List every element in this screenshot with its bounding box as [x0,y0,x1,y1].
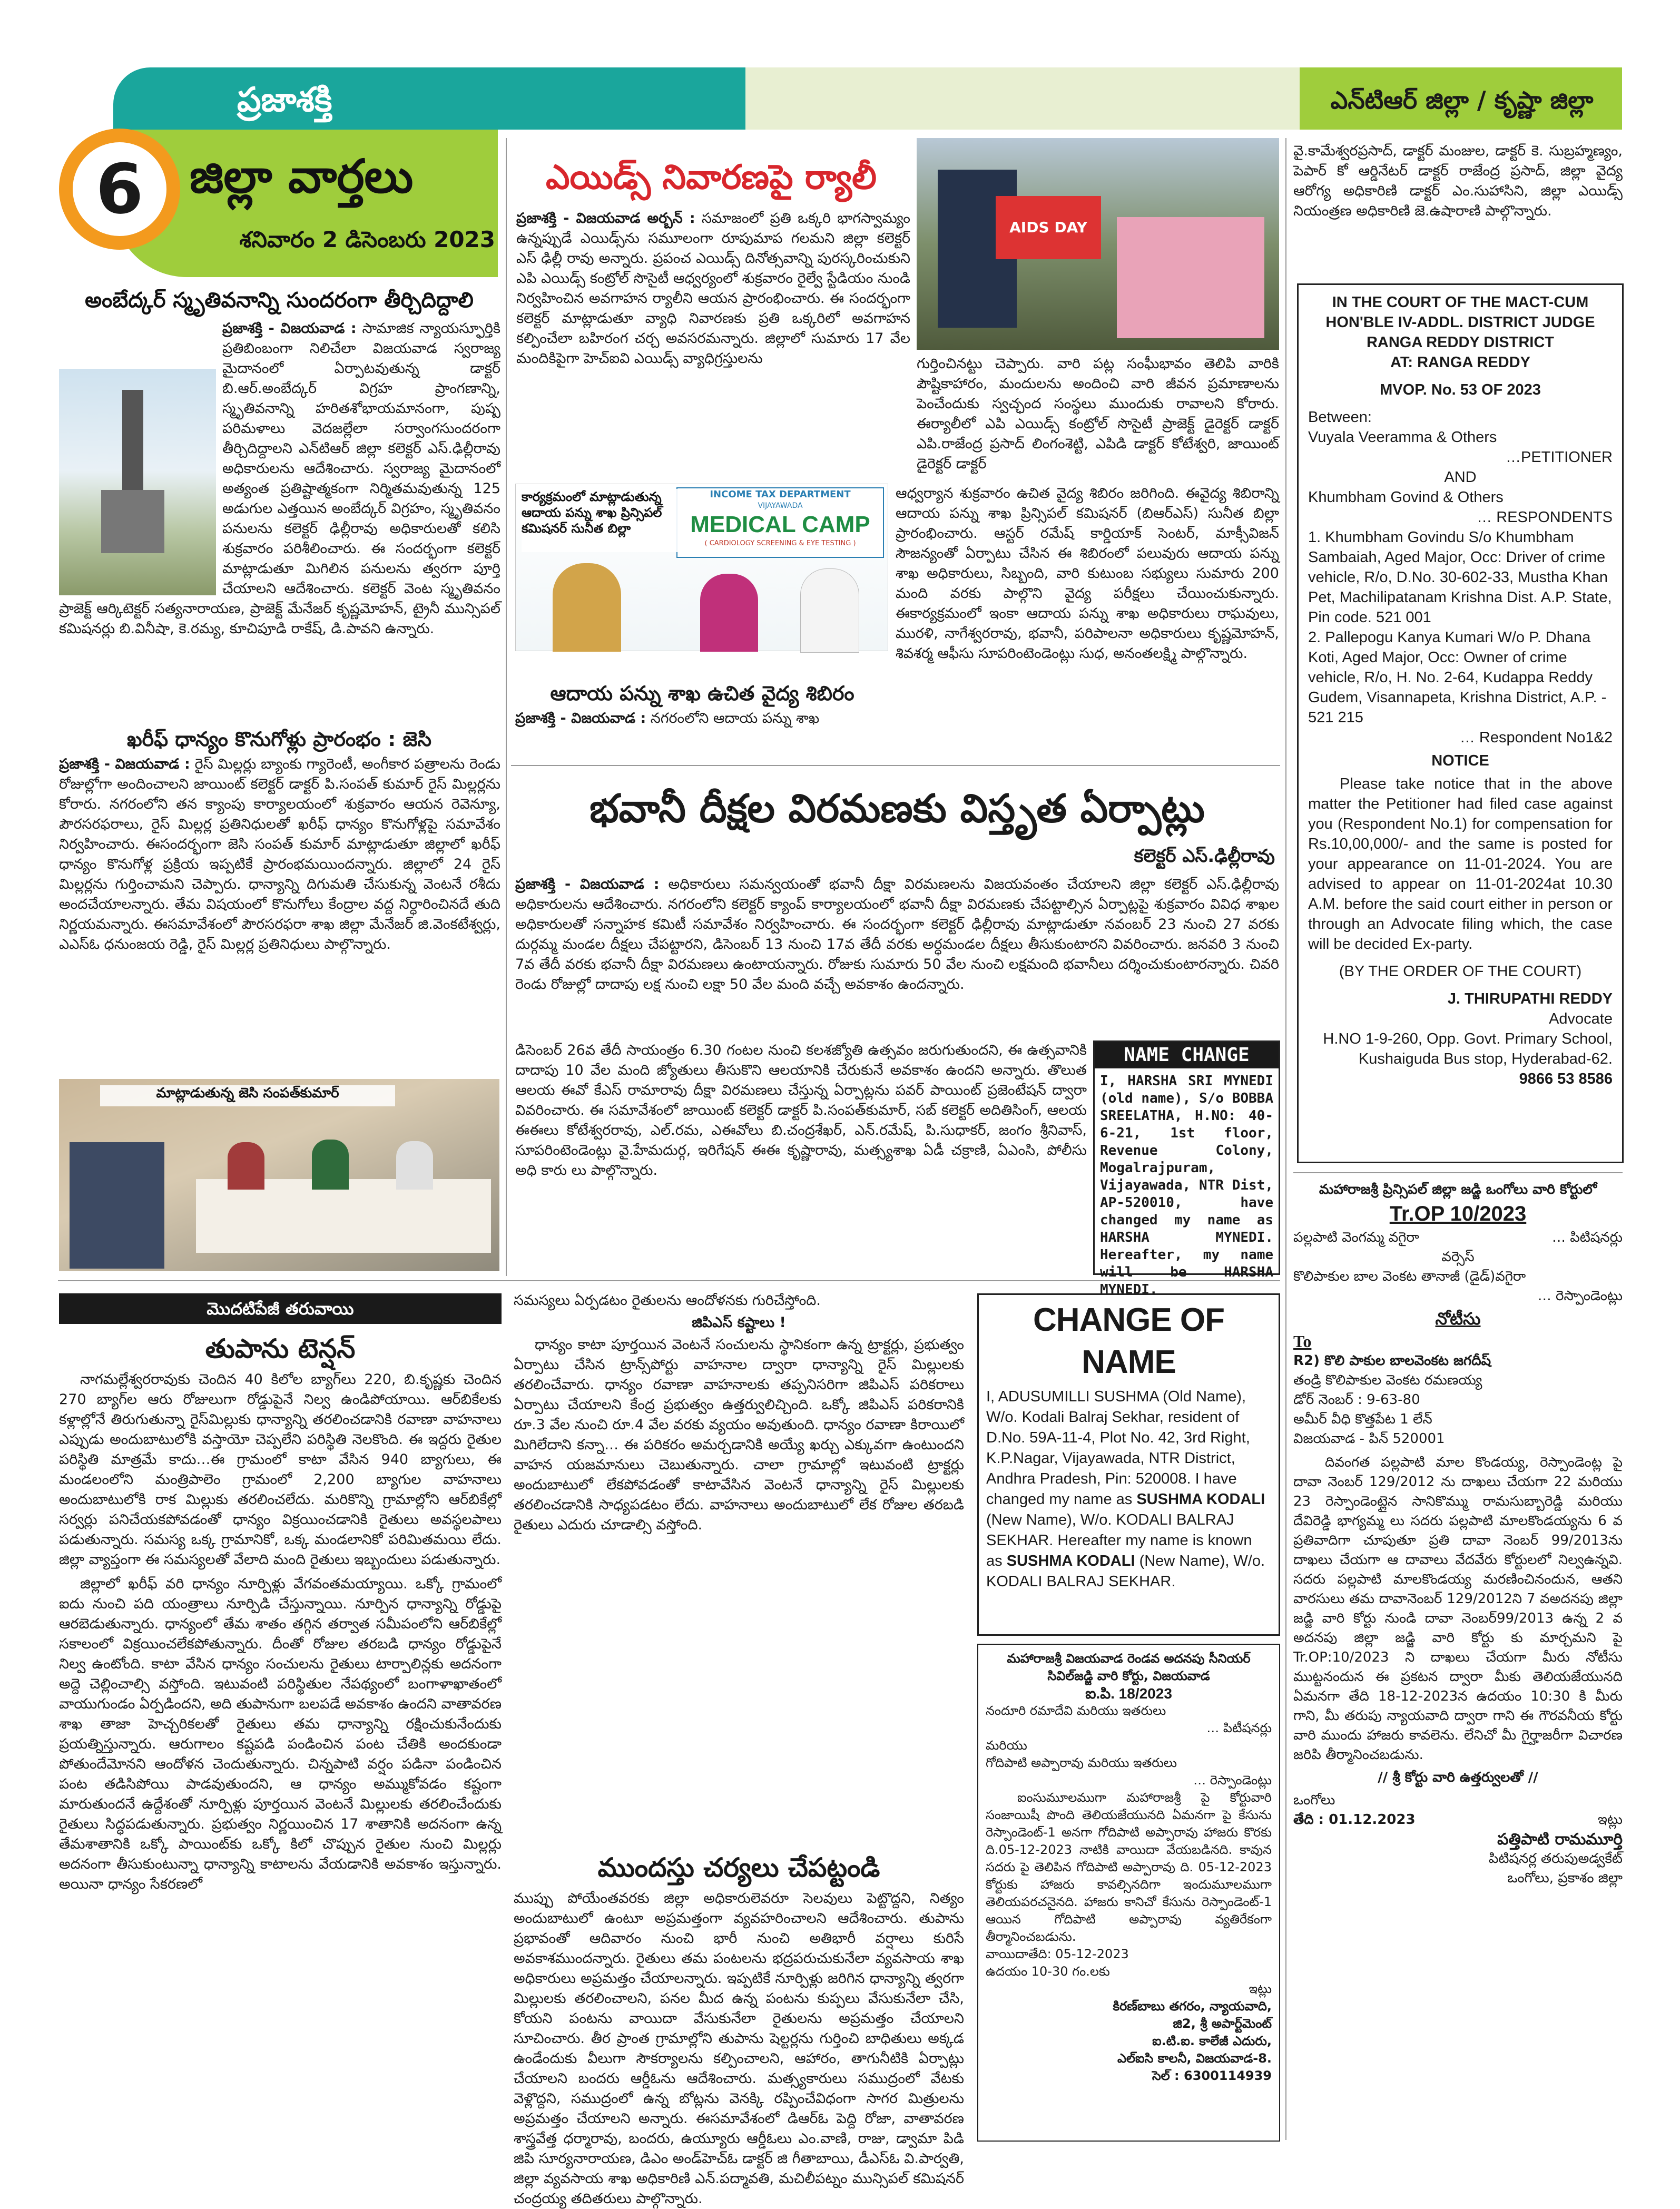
rally-photo [917,138,1279,350]
mact-heading-2: HON'BLE IV-ADDL. DISTRICT JUDGE [1325,314,1595,331]
ambedkar-text: సామాజిక న్యాయస్ఫూర్తికి ప్రతిబింబంగా నిలిచేలా విజయవాడ స్వరాజ్య మైదానంలో ఏర్పాటవుతున్న డాక్టర్ బి.ఆర్.అంబేద్కర్ విగ్రహ ప్రాంగణాన్ని, స్మృతివనాన్ని హరితశోభాయమానంగా, పుష్ప పరిమళాలు వెదజల్లేలా సర్వాంగసుందరంగా తీర్చిదిద్దాలని ఎన్‌టిఆర్ జిల్లా కలెక్టర్ ఎస్.ఢిల్లీరావు అధికారులను ఆదేశించారు. స్వరాజ్య మైదానంలో అత్యంత ప్రతిష్టాత్మకంగా నిర్మితమవుతున్న 125 అడుగుల ఎత్తయిన అంబేద్కర్ విగ్రహం, స్మృతివనం పనులను కలెక్టర్ ఢిల్లీరావు అధికారులతో కలిసి శుక్రవారం పరిశీలించారు. ఈ సందర్భంగా కలెక్టర్ మాట్లాడుతూ మిగిలిన పనులను త్వరగా పూర్తి చేయాలని ఆదేశించారు. కలెక్టర్ వెంట స్మృతివనం ప్రాజెక్ట్ ఆర్కిటెక్టర్ సత్యనారాయణ, ప్రాజెక్ట్ మేనేజర్ కృష్ణమోహన్, ట్రైనీ మున్సిపల్ కమిషనర్లు బి.వినీషా, కె.రమ్య, కూచిపూడి రాకేష్, డి.పావని ఉన్నారు. [59,320,501,637]
ongole-body: దివంగత పల్లపాటి మాల కొండయ్య, రెస్పాండెంట్ల పై దావా నెంబర్ 129/2012 ను దాఖలు చేయగా 22 మరియు 23 రెస్పాండెంట్లైన సానికొమ్ము రామసుబ్బారెడ్డి మరియు దేవిరెడ్డి భాగ్యమ్మ లు సదరు పల్లపాటి మాలకొండయ్యను 6 వ ప్రతివాదిగా చూపుతూ ప్రతి దావా నెంబర్ 99/2013ను దాఖలు చేయగా ఆ దావాలు వేదవేరు కోర్టులలో నిల్వఉన్నవి. సదరు పల్లపాటి మాలకొండయ్య మరణించినందున, ఆతని వారసులు తమ దావానెంబర్ 129/2012ని 7 వఅదనపు జిల్లా జడ్జి వారి కోర్టు నుండి దావా నెంబర్99/2013 ఉన్న 2 వ అదనపు జిల్లా జడ్జి వారి కోర్టు కు మార్చమని పై Tr.OP:10/2023 ని దాఖలు చేయగా మీరు నోటీసు ముట్టనందున ఈ ప్రకటన ద్వారా మీకు తెలియజేయునది ఏమనగా తేది 18-12-2023న ఉదయం 10:30 కి మీరు గాని, మీ తరుపు న్యాయవాది ద్వారా గాని ఈ గౌరవనీయ కోర్టు వారి ముందు హాజరు కావలెను. లేనిచో మీ గైర్హాజరీగా విచారణ జరిపి తీర్మానించబడును. [1293,1455,1623,1763]
precaution-headline: ముందస్తు చర్యలు చేపట్టండి [597,1852,880,1883]
ongole-party-1: పల్లపాటి వెంగమ్మ వగైరా [1293,1230,1419,1245]
change-of-name-p1: I, ADUSUMILLI SUSHMA (Old Name), W/o. Kodali Balraj Sekhar, resident of D.No. 59A-11-4, Plot No. 42, 3rd Right, K.P.Nagar, Vijayawada, NTR District, Andhra Pradesh, Pin: 520008. I have changed my name as [986,1388,1250,1508]
vja-address-2: ఐ.టి.ఐ. కాలేజీ ఎదురు, [1152,2034,1272,2048]
mact-between: Between: [1308,409,1372,426]
bhavani-body-2 [515,1040,1087,1272]
attendee [396,1141,433,1190]
change-of-name-p2: (New Name), W/o. KODALI BALRAJ SEKHAR. Hereafter my name is known as [986,1511,1252,1569]
aids-text-1: సమాజంలో ప్రతి ఒక్కరి భాగస్వామ్యం ఉన్నప్పుడే ఎయిడ్స్‌ను సమూలంగా రూపుమాప గలమని జిల్లా కలెక్టర్ ఎస్ ఢిల్లీ రావు అన్నారు. ప్రపంచ ఎయిడ్స్ దినోత్సవాన్ని పురస్కరించుకుని ఎపి ఎయిడ్స్ కంట్రోల్ సొసైటీ ఆధ్వర్యంలో శుక్రవారం రైల్వే స్టేడియం నుండి నిర్వహించిన అవగాహన ర్యాలీని ఆయన ప్రారంభించారు. ఈ సందర్భంగా కలెక్టర్ మాట్లాడుతూ వ్యాధి నివారణకు ప్రతి ఒక్కరిలో అవగాహన కల్పించేలా బహిరంగ చర్చ అవసరమన్నారు. జిల్లాలో సుమారు 17 వేల మందికిపైగా హెచ్‌ఐవి ఎయిడ్స్ వ్యాధిగ్రస్తులను [516,210,910,367]
column-rule [1285,138,1286,2140]
vja-address-1: జి2, శ్రీ అపార్ట్‌మెంట్ [1173,2016,1272,2031]
mact-address-1: H.NO 1-9-260, Opp. Govt. Primary School, [1323,1030,1613,1047]
ongole-date-row [1293,1810,1623,1830]
ambedkar-headline: అంబేద్కర్ స్మృతివనాన్ని సుందరంగా తీర్చిదిద్దాలి [85,288,474,312]
medical-camp-body-2 [896,484,1279,763]
attendee [312,1140,349,1190]
bhavani-text-1: అధికారులు సమన్వయంతో భవానీ దీక్షా విరమణలను విజయవంతం చేయాలని జిల్లా కలెక్టర్ ఎస్.ఢిల్లీరావు అధికారులను ఆదేశించారు. నగరంలోని కలెక్టర్ క్యాంప్ కార్యాలయంలో భవానీ దీక్షా విరమణకు చేపట్టాల్సిన ఏర్పాట్లపై శుక్రవారం వివిధ శాఖల అధికారులతో సన్నాహక కమిటీ సమావేశం నిర్వహించారు. ఈ సందర్భంగా కలెక్టర్ ఢిల్లీరావు మాట్లాడుతూ నవంబర్ 23 నుంచి 27 వరకు దుర్గమ్మ మండల దీక్షలు చేపట్టారని, డిసెంబర్ 13 నుంచి 17వ తేదీ వరకు అర్ధమండల దీక్షలు తీసుకుంటారని వివరించారు. జనవరి 3 నుంచి 7వ తేదీ వరకు భవానీ దీక్షా విరమణలు ఉంటాయన్నారు. రోజుకు సుమారు 50 వేల నుంచి లక్షమంది భవానీలు దర్శించుకుంటారన్నారు. చివరి రెండు రోజుల్లో దాదాపు లక్ష నుంచి లక్షా 50 వేల మంది వచ్చే అవకాశం ఉందన్నారు. [515,876,1279,993]
medical-byline: ప్రజాశక్తి - విజయవాడ : [515,710,646,726]
ongole-door: డోర్ నెంబర్ : 9-63-80 [1293,1392,1420,1408]
ongole-party-1-role: … పిటిషనర్లు [1551,1230,1623,1245]
kharif-body [59,754,500,1071]
mact-heading-1: IN THE COURT OF THE MACT-CUM [1332,294,1589,311]
mact-respondent-2: 2. Pallepogu Kanya Kumari W/o P. Dhana Koti, Aged Major, Occ: Owner of crime vehicle, R/o, H. No. 2-64, Kudappa Reddy Gudem, Visannapeta, Krishna District, A.P. - 521 215 [1308,629,1607,726]
ongole-heading: మహారాజశ్రీ ప్రిన్సిపల్ జిల్లా జడ్జి ఒంగోలు వారి కోర్టులో [1319,1182,1597,1197]
ongole-advocate: పత్తిపాటి రామమూర్తి [1497,1830,1623,1849]
aids-body-3 [1293,141,1623,262]
mact-court-notice [1297,283,1624,1163]
speaker-figure [70,1142,164,1269]
camp-banner-city: VIJAYAWADA [758,502,803,510]
ongole-r2-father: తండ్రి కొలిపాకుల వెంకట రమణయ్య [1293,1372,1482,1388]
name-change-title: NAME CHANGE [1095,1042,1279,1068]
mact-order: (BY THE ORDER OF THE COURT) [1339,963,1582,980]
meeting-table [196,1179,491,1253]
vja-adjourn: వాయిదాతేది: 05-12-2023 [986,1947,1129,1961]
meeting-photo-caption: మాట్లాడుతున్న జెసి సంపత్‌కుమార్ [100,1085,395,1106]
ongole-party-2-role: … రెస్పాండెంట్లు [1537,1288,1623,1304]
change-of-name-new-2: SUSHMA KODALI [1006,1553,1135,1569]
doctor [800,568,859,653]
aids-headline: ఎయిడ్స్ నివారణపై ర్యాలీ [545,158,877,197]
cyclone-text-1: నాగమల్లేశ్వరరావుకు చెందిన 40 కిలోల బ్యాగ్‌లు 220, బి.కృష్ణకు చెందిన 270 బ్యాగ్‌ల ఆరు రోజులుగా రోడ్డుపైనే నిల్వ ఉండిపోయాయి. ఆర్‌బికేలకు కళ్లాల్లోనే తిరుగుతున్నా రైస్‌మిల్లుకు ధాన్యాన్ని తరలించడానికి రవాణా వాహనాలు ఎప్పుడు అందుబాటులోకి వస్తాయో చెప్పలేని పరిస్థితి నెలకొంది. ఈ ఇద్దరు రైతుల పరిస్థితి మాత్రమే కాదు…ఈ గ్రామంలో కాటా వేసిన 940 బ్యాగులు, ఈ మండలంలోని మంత్రిపాలెం గ్రామంలో 2,200 బ్యాగుల వాహనాలు అందుబాటులోకి రాక మిల్లుకు తరలించలేదు. మరికొన్ని గ్రామాల్లోని ఆర్‌బికేల్లో సర్వర్లు పనిచేయకపోవడంతో ధాన్యం విక్రయించడానికి రైతులు అవస్థలపాలు పడుతున్నారు. సమస్య ఒక్క గ్రామానికో, ఒక్క మండలానికో పరిమితమయి లేదు. జిల్లా వ్యాప్తంగా ఈ సమస్యలతో వేలాది మంది రైతులు ఇబ్బందులు పడుతున్నారు. [59,1371,502,1568]
mact-respondents: Khumbham Govind & Others [1308,489,1504,506]
ongole-advocate-role: పిటిషనర్ల తరుపుఅడ్వకేట్ [1488,1851,1623,1867]
bhavani-byline: ప్రజాశక్తి - విజయవాడ : [515,876,660,892]
cyclone-body-2 [514,1291,964,1844]
name-change-body: I, HARSHA SRI MYNEDI (old name), S/o BOBBA SREELATHA, H.NO: 40-6-21, 1st floor, Revenue Colony, Mogalrajpuram, Vijayawada, NTR Dist, AP-520010, have changed my name as HARSHA MYNEDI. Hereafter, my name will be HARSHA MYNEDI. [1100,1073,1273,1298]
bhavani-headline: భవానీ దీక్షల విరమణకు విస్తృత ఏర్పాట్లు [590,786,1205,831]
vja-party-1: నందూరి రమాదేవి మరియు ఇతరులు [986,1703,1166,1718]
column-rule [506,138,507,1276]
vja-party-2: గోదిపాటి అప్పారావు మరియు ఇతరులు [986,1755,1177,1770]
precaution-text: ముప్పు పోయేంతవరకు జిల్లా అధికారులెవరూ సెలవులు పెట్టొద్దని, నిత్యం అందుబాటులో ఉంటూ అప్రమత్తంగా వ్యవహరించాలని ఆదేశించారు. తుపాను ప్రభావంతో ఆదివారం నుంచి భారీ నుంచి అతిభారీ వర్షాలు కురిసే అవకాశముందన్నారు. రైతులు తమ పంటలను భద్రపరుచుకునేలా వ్యవసాయ శాఖ అధికారులు అప్రమత్తం చేయాలన్నారు. ఇప్పటికే నూర్పిళ్లు జరిగిన ధాన్యాన్ని త్వరగా మిల్లులకు తరలించాలని, పనల మీద ఉన్న పంటను కుప్పలు వేసుకునేలా చేసి, కోయని పంటను వాయిదా వేసుకునేలా రైతులను అప్రమత్తం చేయాలని సూచించారు. తీర ప్రాంత గ్రామాల్లోని తుపాను షెల్టర్లను గుర్తించి బాధితులు అక్కడ ఉండేందుకు వీలుగా సౌకర్యాలను కల్పించాలని, ఆహారం, తాగునీటికి ఏర్పాట్లు చేయాలని బందరు ఆర్డీఓను ఆదేశించారు. మత్స్యకారులు సముద్రంలో వేటకు వెళ్లొద్దని, సముద్రంలో ఉన్న బోట్లను వెనక్కి రప్పించేవిధంగా సాగర మిత్రులను అప్రమత్తం చేయాలని అన్నారు. ఈసమావేశంలో డిఆర్‌ఓ పెద్ది రోజా, వాతావరణ శాస్త్రవేత్త ధర్మారావు, బందరు, ఉయ్యూరు ఆర్డీఓలు ఎం.వాణి, రాజు, డ్వామా పిడి జిపి సూర్యనారాయణ, డిఎం అండ్‌హెచ్‌ఓ డాక్టర్ జి గీతాబాయి, డీఎస్‌ఓ వి.పార్వతి, జిల్లా వ్యవసాయ శాఖ అధికారిణి ఎన్.పద్మావతి, మచిలీపట్నం మున్సిపల్ కమిషనర్ చంద్రయ్య తదితరులు పాల్గొన్నారు. [514,1890,964,2207]
ongole-r2: R2) కొలి పాకుల బాలవెంకట జగదీష్ [1293,1353,1491,1369]
attendee [228,1142,264,1190]
vja-phone: సెల్ : 6300114939 [1152,2068,1272,2083]
ongole-party-1-row [1293,1228,1623,1248]
edition-date: శనివారం 2 డిసెంబరు 2023 [239,227,495,252]
ongole-court-order: // శ్రీ కోర్టు వారి ఉత్తర్వులతో // [1378,1770,1538,1785]
mact-case-no: MVOP. No. 53 OF 2023 [1380,381,1541,398]
change-of-name-body [986,1387,1271,1592]
section-rule [1293,1172,1623,1173]
mact-address-2: Kushaiguda Bus stop, Hyderabad-62. [1358,1050,1613,1067]
mact-respondent-role: … Respondent No1&2 [1459,729,1613,746]
change-of-name-new: SUSHMA KODALI [1136,1491,1265,1508]
mact-phone: 9866 53 8586 [1519,1071,1613,1087]
vja-party-2-role: … రెస్పాండెంట్లు [1193,1773,1272,1788]
mact-petitioner-role: …PETITIONER [1505,449,1613,466]
ongole-street: అమీర్ వీధి కొత్తపేట 1 లేన్ [1293,1411,1432,1427]
bhavani-subtitle: కలెక్టర్ ఎస్.ఢిల్లీరావు [1134,846,1275,867]
mact-advocate-name: J. THIRUPATHI REDDY [1447,990,1613,1007]
section-title: జిల్లా వార్తలు [190,149,414,203]
ongole-case-no: Tr.OP 10/2023 [1389,1202,1527,1225]
mact-notice-title: NOTICE [1431,752,1489,769]
kharif-byline: ప్రజాశక్తి - విజయవాడ : [59,756,190,772]
crowd [1117,217,1264,338]
camp-banner [676,487,884,558]
section-rule [511,765,1280,766]
bhavani-body-1 [515,875,1279,1040]
vja-party-1-role: … పిటీషనర్లు [1206,1721,1272,1735]
mact-respondent-1: 1. Khumbham Govindu S/o Khumbham Sambaiah, Aged Major, Occ: Driver of crime vehicle, R/o, D.No. 30-602-33, Mustha Khan Pet, Machilipatanam Krishna Dist. A.P. State, Pin code. 521 001 [1308,529,1612,626]
medical-camp-headline: ఆదాయ పన్ను శాఖ ఉచిత వైద్య శిబిరం [550,682,854,705]
cyclone-text-2: జిల్లాలో ఖరీఫ్ వరి ధాన్యం నూర్పిళ్లు వేగవంతమయ్యాయి. ఒక్కో గ్రామంలో ఐదు నుంచి పది యంత్రాలు నూర్పిడి చేస్తున్నాయి. నూర్పిన ధాన్యాన్ని రోడ్డుపై ఆరబెడుతున్నారు. ధాన్యంలో తేమ శాతం తగ్గిన తర్వాత సమీపంలోని ఆర్‌బికేల్లో సకాలంలో విక్రయించలేకపోతున్నారు. దీంతో రోజుల తరబడి ధాన్యం రోడ్డుపైనే నిల్వ ఉంటోంది. కాటా వేసిన ధాన్యం సంచులను రైతులు టార్పాలిన్లకు అదనంగా అద్దె చెల్లించాల్సి వస్తోంది. ఇటువంటి పరిస్థితుల నేపథ్యంలో బంగాళాఖాతంలో వాయుగుండం ఏర్పడిందని, అది తుపానుగా బలపడే అవకాశం ఉందని వాతావరణ శాఖ తాజా హెచ్చరికలతో రైతులు తమ ధాన్యాన్ని రక్షించుకునేందుకు ప్రయత్నిస్తున్నారు. ఆరుగాలం కష్టపడి పండించిన పంట చేతికి అందకుండా పోతుందేమోనని ఆందోళన చెందుతున్నారు. చిన్నపాటి వర్షం పడినా పండించిన పంట తడిసిపోయి పాడవుతుందని, ఆ ధాన్యం అమ్ముకోవడం కష్టంగా మారుతుందనే ఉద్దేశంతో నూర్పిళ్లు పూర్తయిన వెంటనే మిల్లులకు తరలించేందుకు రైతులు సిద్ధపడుతున్నారు. ప్రభుత్వం నిర్ణయించిన 17 శాతానికి అదనంగా ఉన్న తేమశాతానికి ఒక్కో పాయింట్‌కు ఒక్కో కిలో చొప్పున రైతుల నుంచి మిల్లర్లు అదనంగా తీసుకుంటున్నా ధాన్యాన్ని కాటాలను వేయడానికి అవకాశం ఇస్తున్నారు. అయినా ధాన్యం సేకరణలో [59,1576,502,1892]
camp-banner-title: MEDICAL CAMP [690,512,870,537]
vijayawada-court-notice [977,1644,1280,2142]
masthead: ప్రజాశక్తి [237,81,332,120]
aids-text-2: గుర్తించినట్టు చెప్పారు. వారి పట్ల సంఘీభావం తెలిపి వారికి పౌష్టికాహారం, మందులను అందించి వారి జీవన ప్రమాణాలను పెంచేందుకు స్వచ్ఛంద సంస్థలు ముందుకు రావాలని కోరారు. ఈర్యాలీలో ఎపి ఎయిడ్స్ కంట్రోల్ సొసైటీ ప్రాజెక్ట్ డైరెక్టర్ డాక్టర్ ఎపి.రాజేంద్ర ప్రసాద్ లింగంశెట్టి, ఎపిడి డాక్టర్ కోటేశ్వరి, జాయింట్ డైరెక్టర్ డాక్టర్ [917,356,1279,472]
aids-body-2 [917,354,1279,480]
mact-advocate-title: Advocate [1549,1010,1613,1027]
ongole-date: తేది : 01.12.2023 [1293,1812,1416,1828]
camp-banner-sub: ( CARDIOLOGY SCREENING & EYE TESTING ) [704,539,856,547]
mact-heading-3: RANGA REDDY DISTRICT [1366,334,1555,351]
bhavani-text-2: డిసెంబర్ 26వ తేదీ సాయంత్రం 6.30 గంటల నుంచి కలశజ్యోతి ఉత్సవం జరుగుతుందని, ఈ ఉత్సవానికి దాదాపు 10 వేల మంది జ్యోతులు తీసుకొని ఆలయానికి చేరుకునే అవకాశం ఉందని అన్నారు. తొలుత ఆలయ ఈవో కేఎస్ రామారావు దీక్షా విరమణలు చేస్తున్న ఏర్పాట్లను పవర్ పాయింట్ ప్రజెంటేషన్ ద్వారా వివరించారు. ఈ సమావేశంలో జాయింట్ కలెక్టర్ డాక్టర్ పి.సంపత్‌కుమార్, సబ్ కలెక్టర్ అదితిసింగ్, ఆలయ ఈఈలు కోటేశ్వరరావు, ఎల్.రమ, ఎఈవోలు బి.చంద్రశేఖర్, ఎన్.రమేష్, పి.సుధాకర్, జంగం శ్రీనివాస్, సూపరింటెండెంట్లు వై.హేమదుర్గ, ఇరిగేషన్ ఈఈ కృష్ణారావు, మత్స్యశాఖ ఏడీ చక్రాణి, ఏఎంసి, పోలీసు అధి కారు లు పాల్గొన్నారు. [515,1042,1087,1179]
vja-heading: మహారాజశ్రీ విజయవాడ రెండవ అదనపు సీనియర్ సివిల్‌జడ్జి వారి కోర్టు, విజయవాడ [1007,1651,1251,1683]
name-change-ad [1093,1040,1280,1298]
page-number: 6 [95,149,144,229]
ongole-to: To [1293,1332,1312,1351]
medical-text-1: నగరంలోని ఆదాయ పన్ను శాఖ [650,710,820,726]
ongole-advocate-place: ఒంగోలు, ప్రకాశం జిల్లా [1507,1870,1623,1886]
change-of-name-title: CHANGE OF NAME [1033,1302,1224,1380]
speaker-figure [553,563,621,652]
mact-and: AND [1444,469,1477,486]
meeting-photo [59,1079,499,1271]
continuation-banner: మొదటిపేజీ తరువాయి [59,1293,502,1324]
aids-byline: ప్రజాశక్తి - విజయవాడ అర్బన్ : [516,210,695,227]
attendee [700,574,758,652]
district-label: ఎన్‌టిఆర్ జిల్లా / కృష్ణా జిల్లా [1330,86,1594,114]
ongole-court-notice [1293,1180,1623,2139]
ongole-place: ఒంగోలు [1293,1792,1335,1808]
ongole-party-2: కొలిపాకుల బాల వెంకట తానాజీ (డైడ్)వగైరా [1293,1269,1526,1284]
gps-text: ధాన్యం కాటా పూర్తయిన వెంటనే సంచులను స్థానికంగా ఉన్న ట్రాక్టర్లు, ప్రభుత్వం ఏర్పాటు చేసిన ట్రాన్స్‌పోర్టు వాహనాల ద్వారా ధాన్యాన్ని రైస్ మిల్లులకు తరలించేవారు. ధాన్యం రవాణా వాహనాలకు తప్పనిసరిగా జిపిఎస్ పరికరాలు ఏర్పాటు చేయాలని కేంద్ర ప్రభుత్వం ఉత్తర్వులిచ్చింది. ఒక్కో జిపిఎస్ పరికరానికి రూ.3 వేల నుంచి రూ.4 వేల వరకు వ్యయం అవుతుంది. ధాన్యం రవాణా కిరాయిలో మిగిలేదాని కన్నా… ఈ పరికరం అమర్చడానికి అయ్యే ఖర్చు ఎక్కువగా ఉంటుందని వాహన యజమానులు చెబుతున్నారు. చాలా గ్రామాల్లో ఇటువంటి ట్రాక్టర్లు అందుబాటులో లేకపోవడంతో కాటావేసిన వెంటనే ధాన్యాన్ని రైస్ మిల్లులకు తరలించడానికి సాధ్యపడటం లేదు. వాహనాలు అందుబాటులో లేక రోజుల తరబడి రైతులు ఎదురు చూడాల్సి వస్తోంది. [514,1337,964,1533]
camp-banner-dept: INCOME TAX DEPARTMENT [710,489,851,500]
vja-sign: ఇట్లు [1249,1981,1272,1996]
change-of-name-p3: (New Name), W/o. KODALI BALRAJ SEKHAR. [986,1553,1265,1590]
vja-time: ఉదయం 10-30 గం.లకు [986,1964,1110,1979]
ongole-city: విజయవాడ - పిన్ 520001 [1293,1431,1445,1447]
change-of-name-ad [977,1293,1280,1636]
ongole-notice-title: నోటీసు [1435,1309,1481,1329]
vja-case-no: ఐ.పి. 18/2023 [1085,1685,1172,1702]
cyclone-text-3-intro: సమస్యలు ఏర్పడటం రైతులను ఆందోళనకు గురిచేస్తోంది. [514,1292,821,1309]
aids-text-3: వై.కామేశ్వరప్రసాద్, డాక్టర్ మంజుల, డాక్టర్ కె. సుబ్రహ్మణ్యం, పెపార్ కో ఆర్డినేటర్ డాక్టర్ రాజేంద్ర ప్రసాద్, జిల్లా వైద్య ఆరోగ్య అధికారిణి డాక్టర్ ఎం.సుహాసిని, జిల్లా ఎయిడ్స్ నియంత్రణ అధికారిణి జె.ఉషారాణి పాల్గొన్నారు. [1293,143,1623,219]
precaution-body [514,1889,964,2207]
gps-subhead: జిపిఎస్ కష్టాలు ! [692,1314,786,1331]
kharif-text: రైస్ మిల్లర్లు బ్యాంకు గ్యారెంటీ, అంగీకార పత్రాలను రెండు రోజుల్లోగా అందించాలని జాయింట్ కలెక్టర్ డాక్టర్ పి.సంపత్ కుమార్ రైస్ మిల్లర్లను కోరారు. నగరంలోని తన క్యాంపు కార్యాలయంలో శుక్రవారం ఆయన రెవెన్యూ, పౌరసరఫరాలు, రైస్ మిల్లర్ల ప్రతినిధులతో ఖరీఫ్ ధాన్యం కొనుగోళ్లపై సమావేశం నిర్వహించారు. ఈసందర్భంగా జెసి సంపత్ కుమార్ మాట్లాడుతూ జిల్లాలో ఖరీఫ్ ధాన్యం కొనుగోళ్ల ప్రక్రియ ఇప్పటికే ప్రారంభమయిందన్నారు. జిల్లాలో 24 రైస్ మిల్లర్లను గుర్తించామని చెప్పారు. ధాన్యాన్ని దిగుమతి చేసుకున్న వెంటనే రశీదు అందచేయాలన్నారు. తేమ విషయంలో కొనుగోలు కేంద్రాల వద్ద నిర్ధారించినదే తుది నిర్ణయమన్నారు. ఈసమావేశంలో పౌరసరఫరా శాఖ జిల్లా మేనేజర్ జి.వెంకటేశ్వర్లు, ఎఎస్‌ఓ ధనుంజయ రెడ్డి, రైస్ మిల్లర్ల ప్రతినిధులు పాల్గొన్నారు. [59,756,500,953]
medical-camp-caption: కార్యక్రమంలో మాట్లాడుతున్న ఆదాయ పన్ను శాఖ ప్రిన్సిపల్ కమిషనర్ సునీత బిల్లా [522,489,685,552]
cyclone-headline: తుపాను టెన్షన్ [205,1333,356,1364]
kharif-headline: ఖరీఫ్ ధాన్యం కొనుగోళ్లు ప్రారంభం : జెసి [126,728,432,751]
cyclone-body-1 [59,1370,502,2134]
mact-heading-4: AT: RANGA REDDY [1390,354,1530,371]
vja-and: మరియు [986,1738,1027,1753]
vja-advocate: కిరణ్‌బాబు తగరం, న్యాయవాది, [1113,1999,1272,2014]
mact-respondents-role: … RESPONDENTS [1477,509,1613,526]
aids-body-1 [516,209,910,477]
medical-text-2: ఆధ్వర్యాన శుక్రవారం ఉచిత వైద్య శిబిరం జరిగింది. ఈవైద్య శిబిరాన్ని ఆదాయ పన్ను శాఖ ప్రిన్సిపల్ కమిషనర్ (బిఆర్‌ఎస్) సునీత బిల్లా ప్రారంభించారు. ఆస్టర్ రమేష్ కార్డియాక్ సెంటర్, మాక్సీవిజన్ సౌజన్యంతో ఏర్పాటు చేసిన ఈ శిబిరంలో పలువురు ఆదాయ పన్ను శాఖ అధికారులు, సిబ్బంది, వారి కుటుంబ సభ్యులు సుమారు 200 మంది వరకు పాల్గొని వైద్య పరీక్షలు చేయించుకున్నారు. ఈకార్యక్రమంలో ఇంకా ఆదాయ పన్ను శాఖ అధికారులు రాఘవులు, మురళి, నాగేశ్వరరావు, భవానీ, పరిపాలనా అధికారులు కృష్ణమోహన్, శివశర్మ ఆఫీసు సూపరింటెండెంట్లు సుధ, అనంతలక్ష్మి పాల్గొన్నారు. [896,485,1279,662]
medical-camp-body-1 [515,709,889,732]
ambedkar-byline: ప్రజాశక్తి - విజయవాడ : [222,320,357,337]
ongole-sign: ఇట్లు [1598,1812,1623,1828]
vja-address-3: ఎల్‌ఐసి కాలనీ, విజయవాడ-8. [1117,2051,1272,2066]
mact-notice-body: Please take notice that in the above matter the Petitioner had filed case against you (Respondent No.1) for compensation for Rs.10,00,000/- and the same is posted for your appearance on 11-01-2024. You are advised to appear on 11-01-2024at 10.30 A.M. before the said court either in person or through an Advocate filing which, the case will be decided Ex-party. [1308,775,1613,953]
section-rule [58,1280,1280,1281]
aids-day-banner: AIDS DAY [996,196,1101,259]
ongole-vs: వర్సెస్ [1441,1249,1475,1265]
mact-petitioner: Vuyala Veeramma & Others [1308,429,1497,446]
masthead-divider-band [745,67,1300,130]
vja-body: ఐంసుమూలముగా మహారాజశ్రీ పై కోర్టువారి సంజాయిషీ పొంది తెలియజేయునది ఏమనగా పై కేసును రెస్పాండెంట్-1 అనగా గోదిపాటి అప్పారావు హాజరు కొరకు ది.05-12-2023 నాటికి వాయిదా వేయబడినది. కావున సదరు పై తెలిపిన గోదిపాటి అప్పారావు ది. 05-12-2023 కోర్టుకు హాజరు కావల్సినదిగా ఇందుమూలముగా తెలియపరచనైనది. హాజరు కానిచో కేసును రెస్పాండెంట్-1 ఆయిన గోదిపాటి అప్పారావు వ్యతిరేకంగా తీర్మానించబడును. [986,1790,1272,1944]
